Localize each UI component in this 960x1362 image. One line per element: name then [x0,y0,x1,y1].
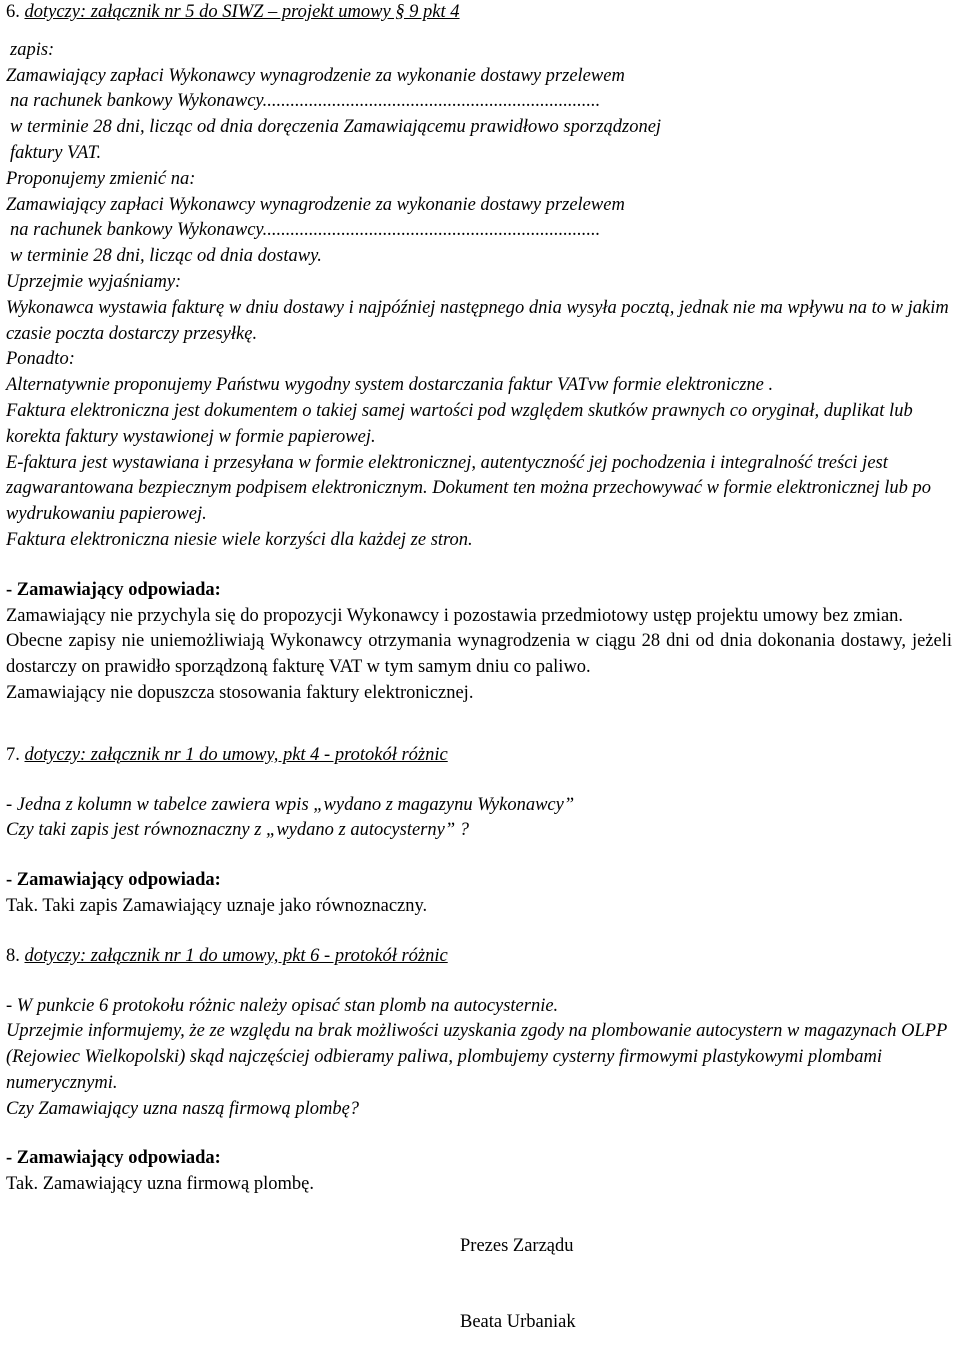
q6-answer-paragraph: Zamawiający nie przychyla się do propozycji Wykonawcy i pozostawia przedmiotowy ustęp projektu umowy bez zmian. [6,605,904,626]
q7-number: 7. [6,744,20,765]
q6-heading [6,0,952,26]
q8-answer-text: Tak. Zamawiający uzna firmową plombę. [6,1174,314,1195]
q7-answer-text: Tak. Taki zapis Zamawiający uznaje jako równoznaczny. [6,895,428,916]
q7-question-line: Czy taki zapis jest równoznaczny z „wydano z autocysterny” ? [6,820,470,841]
explanation-label: Uprzejmie wyjaśniamy: [6,271,182,292]
q6-title: dotyczy: załącznik nr 5 do SIWZ – projekt umowy § 9 pkt 4 [24,2,460,22]
moreover-paragraph: Faktura elektroniczna jest dokumentem o takiej samej wartości pod względem skutków prawnych co oryginał, duplikat lub korekta faktury wystawionej w formie papierowej. [6,400,913,447]
q8-question-line: - W punkcie 6 protokołu różnic należy opisać stan plomb na autocysternie. [6,995,559,1016]
q6-quoted-clause [6,38,952,554]
zapis-line: na rachunek bankowy Wykonawcy......................................................................... [10,91,601,112]
zapis-line: w terminie 28 dni, licząc od dnia doręczenia Zamawiającemu prawidłowo sporządzonej [10,117,662,138]
q6-answer-paragraph: Obecne zapisy nie uniemożliwiają Wykonawcy otrzymania wynagrodzenia w ciągu 28 dni od dnia dokonania dostawy, jeżeli dostarczy on prawidło sporządzoną fakturę VAT w tym samym dniu co paliwo. [6,631,952,678]
moreover-paragraph: Faktura elektroniczna niesie wiele korzyści dla każdej ze stron. [6,529,473,550]
q7-question-line: - Jedna z kolumn w tabelce zawiera wpis „wydano z magazynu Wykonawcy” [6,794,575,815]
moreover-label: Ponadto: [6,349,75,370]
q6-answer-label: - Zamawiający odpowiada: [6,579,221,600]
q8-title: dotyczy: załącznik nr 1 do umowy, pkt 6 - protokół różnic [24,945,448,966]
moreover-paragraph: E-faktura jest wystawiana i przesyłana w formie elektronicznej, autentyczność jej pochodzenia i integralność treści jest zagwarantowana bezpiecznym podpisem elektronicznym. Dokument ten można przechowywać w formie elektronicznej lub po wydrukowaniu papierowej. [6,452,932,525]
q8-answer-label: - Zamawiający odpowiada: [6,1148,221,1169]
proposal-line: na rachunek bankowy Wykonawcy......................................................................... [10,220,601,241]
q8-number: 8. [6,945,20,966]
zapis-line: Zamawiający zapłaci Wykonawcy wynagrodzenie za wykonanie dostawy przelewem [6,65,625,86]
explanation-text: Wykonawca wystawia fakturę w dniu dostawy i najpóźniej następnego dnia wysyła pocztą, jednak nie ma wpływu na to w jakim czasie poczta dostarczy przesyłkę. [6,297,949,344]
proposal-label: Proponujemy zmienić na: [6,168,196,189]
q7-answer-label: - Zamawiający odpowiada: [6,870,221,891]
moreover-paragraph: Alternatywnie proponujemy Państwu wygodny system dostarczania faktur VATvw formie elektroniczne . [6,375,774,396]
proposal-line: w terminie 28 dni, licząc od dnia dostawy. [10,246,322,267]
zapis-label: zapis: [10,39,55,60]
q6-answer-paragraph: Zamawiający nie dopuszcza stosowania faktury elektronicznej. [6,682,474,703]
q8-heading [6,944,952,970]
q7-heading [6,743,952,769]
q8-question-ask: Czy Zamawiający uzna naszą firmową plombę? [6,1098,360,1119]
q8-question-paragraph: Uprzejmie informujemy, że ze względu na brak możliwości uzyskania zgody na plombowanie autocystern w magazynach OLPP (Rejowiec Wielkopolski) skąd najczęściej odbieramy paliwa, plombujemy cysterny firmowymi plastykowymi plombami numerycznymi. [6,1021,948,1093]
signature-name: Beata Urbaniak [460,1311,576,1332]
q7-title: dotyczy: załącznik nr 1 do umowy, pkt 4 - protokół różnic [24,744,448,765]
zapis-line: faktury VAT. [10,142,102,163]
proposal-line: Zamawiający zapłaci Wykonawcy wynagrodzenie za wykonanie dostawy przelewem [6,194,625,215]
signature-role: Prezes Zarządu [460,1236,574,1257]
q6-number: 6. [6,2,20,22]
